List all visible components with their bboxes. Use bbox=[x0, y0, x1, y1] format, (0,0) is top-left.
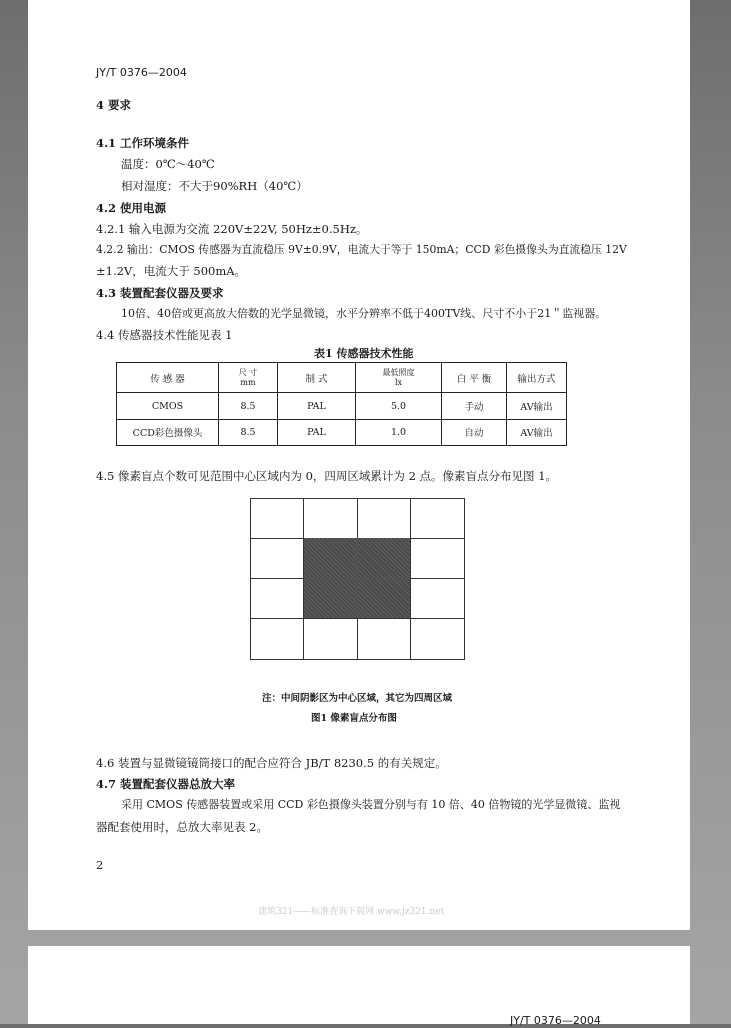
page-number: 2 bbox=[96, 858, 104, 872]
document-page-1 bbox=[28, 0, 690, 930]
cell-size: 8.5 bbox=[219, 393, 278, 419]
figure1-caption: 图1 像素盲点分布图 bbox=[311, 713, 397, 724]
section-4-2-2-line1: 4.2.2 输出：CMOS 传感器为直流稳压 9V±0.9V，电流大于等于 150mA；CCD 彩色摄像头为直流稳压 12V bbox=[96, 243, 627, 256]
grid-cell bbox=[411, 499, 464, 539]
page-header: JY/T 0376—2004 bbox=[96, 66, 187, 79]
grid-cell bbox=[304, 499, 357, 539]
header-size bbox=[219, 363, 278, 393]
grid-cell bbox=[411, 619, 464, 659]
cell-output: AV输出 bbox=[507, 393, 567, 419]
cell-output: AV输出 bbox=[507, 419, 567, 445]
section-4-4: 4.4 传感器技术性能见表 1 bbox=[96, 328, 233, 342]
section-4-2-heading: 4.2 使用电源 bbox=[96, 201, 167, 215]
grid-cell bbox=[358, 619, 411, 659]
temperature-spec: 温度：0℃～40℃ bbox=[121, 157, 215, 171]
header-wb: 白 平 衡 bbox=[442, 363, 507, 393]
sensor-spec-table bbox=[116, 362, 567, 446]
grid-cell bbox=[251, 539, 304, 579]
header-size-unit: mm bbox=[240, 377, 256, 387]
section-4-7-heading: 4.7 装置配套仪器总放大率 bbox=[96, 777, 236, 791]
grid-cell bbox=[411, 579, 464, 619]
cell-system: PAL bbox=[278, 393, 356, 419]
header-sensor: 传 感 器 bbox=[117, 363, 219, 393]
table1-caption: 表1 传感器技术性能 bbox=[314, 347, 414, 360]
figure1-note: 注：中间阴影区为中心区域，其它为四周区域 bbox=[262, 693, 453, 704]
table-header-row bbox=[117, 363, 567, 393]
cell-illum: 1.0 bbox=[356, 419, 442, 445]
cell-sensor: CCD彩色摄像头 bbox=[117, 419, 219, 445]
header-illum-unit: lx bbox=[394, 377, 403, 387]
watermark-text: 建筑321——标准查询下载网 www.jz321.net bbox=[258, 907, 445, 917]
cell-wb: 自动 bbox=[442, 419, 507, 445]
grid-cell bbox=[251, 499, 304, 539]
section-4-2-1: 4.2.1 输入电源为交流 220V±22V, 50Hz±0.5Hz。 bbox=[96, 222, 368, 236]
cell-size: 8.5 bbox=[219, 419, 278, 445]
section-4-2-2-line2: ±1.2V，电流大于 500mA。 bbox=[96, 264, 247, 278]
header-illum-label: 最低照度 bbox=[382, 367, 415, 377]
cell-system: PAL bbox=[278, 419, 356, 445]
section-4-7-line1: 采用 CMOS 传感器装置或采用 CCD 彩色摄像头装置分别与有 10 倍、40 倍物镜的光学显微镜、监视 bbox=[121, 798, 621, 811]
cell-sensor: CMOS bbox=[117, 393, 219, 419]
humidity-spec: 相对湿度：不大于90%RH（40℃） bbox=[121, 179, 308, 193]
cell-illum: 5.0 bbox=[356, 393, 442, 419]
header-output: 输出方式 bbox=[507, 363, 567, 393]
table-row bbox=[117, 393, 567, 419]
table-row bbox=[117, 419, 567, 445]
section-4-heading: 4 要求 bbox=[96, 98, 132, 112]
section-4-6: 4.6 装置与显微镜镜筒接口的配合应符合 JB/T 8230.5 的有关规定。 bbox=[96, 756, 447, 770]
section-4-5: 4.5 像素盲点个数可见范围中心区域内为 0，四周区域累计为 2 点。像素盲点分布见图 1。 bbox=[96, 469, 558, 483]
header-system: 制 式 bbox=[278, 363, 356, 393]
document-page-2 bbox=[28, 946, 690, 1027]
section-4-3-heading: 4.3 装置配套仪器及要求 bbox=[96, 286, 224, 300]
cell-wb: 手动 bbox=[442, 393, 507, 419]
header-illum bbox=[356, 363, 442, 393]
grid-cell bbox=[304, 619, 357, 659]
header-size-label: 尺 寸 bbox=[238, 367, 258, 377]
grid-cell bbox=[411, 539, 464, 579]
page2-header: JY/T 0376—2004 bbox=[510, 1014, 601, 1027]
section-4-1-heading: 4.1 工作环境条件 bbox=[96, 136, 190, 150]
section-4-3-text: 10倍、40倍或更高放大倍数的光学显微镜，水平分辨率不低于400TV线、尺寸不小于21＂监视器。 bbox=[121, 307, 607, 320]
grid-cell bbox=[251, 619, 304, 659]
center-region-gridlines bbox=[304, 538, 410, 618]
section-4-7-line2: 器配套使用时，总放大率见表 2。 bbox=[96, 820, 268, 834]
grid-cell bbox=[358, 499, 411, 539]
grid-cell bbox=[251, 579, 304, 619]
